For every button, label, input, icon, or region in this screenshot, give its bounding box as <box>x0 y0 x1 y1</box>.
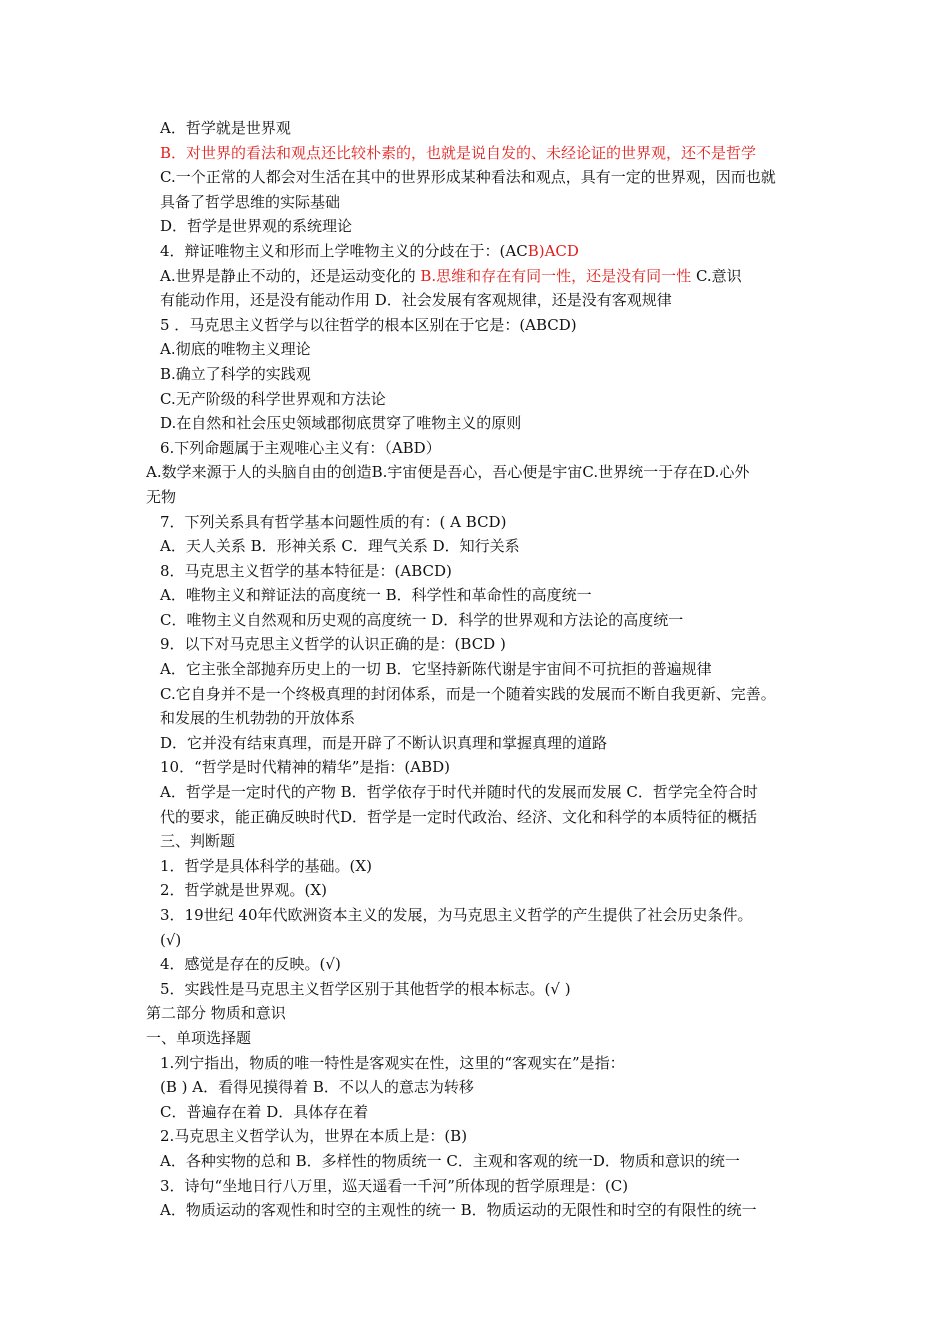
text-line: 2.马克思主义哲学认为，世界在本质上是：(B) <box>160 1127 468 1146</box>
text-line: A．哲学就是世界观 <box>160 119 291 137</box>
text-line: B.确立了科学的实践观 <box>160 364 311 383</box>
text-line: 1.列宁指出，物质的唯一特性是客观实在性，这里的“客观实在”是指： <box>160 1053 625 1072</box>
text-line: C．普遍存在着 D．具体存在着 <box>160 1102 369 1121</box>
text-line: (B ) A．看得见摸得着 B．不以人的意志为转移 <box>160 1078 474 1097</box>
text-line: A．哲学是一定时代的产物 B．哲学依存于时代并随时代的发展而发展 C．哲学完全符合时 <box>160 783 758 802</box>
text-line: 有能动作用，还是没有能动作用 D．社会发展有客观规律，还是没有客观规律 <box>160 291 672 310</box>
text-segment: 4．辩证唯物主义和形而上学唯物主义的分歧在于：(AC <box>160 241 528 260</box>
text-line: D．它并没有结束真理，而是开辟了不断认识真理和掌握真理的道路 <box>160 733 608 752</box>
text-line: A.数学来源于人的头脑自由的创造B.宇宙便是吾心，吾心便是宇宙C.世界统一于存在D.心外 <box>146 463 750 482</box>
text-line: C．唯物主义自然观和历史观的高度统一 D．科学的世界观和方法论的高度统一 <box>160 610 684 629</box>
text-line: 5．实践性是马克思主义哲学区别于其他哲学的根本标志。(√ ) <box>160 979 571 998</box>
text-line: A.彻底的唯物主义理论 <box>160 340 311 359</box>
text-line: 3．诗句“坐地日行八万里，巡天遥看一千河”所体现的哲学原理是：(C) <box>160 1176 629 1195</box>
text-line: C.一个正常的人都会对生活在其中的世界形成某种看法和观点，具有一定的世界观，因而也就 <box>160 168 776 187</box>
section-heading: 一、单项选择题 <box>146 1028 252 1047</box>
text-segment: C.意识 <box>691 266 742 285</box>
text-line: A．天人关系 B．形神关系 C．理气关系 D．知行关系 <box>160 537 520 556</box>
text-line: 10．“哲学是时代精神的精华”是指：(ABD) <box>160 758 451 777</box>
text-line: 4．感觉是存在的反映。(√) <box>160 955 341 974</box>
text-line: C.无产阶级的科学世界观和方法论 <box>160 389 386 408</box>
text-line: 8．马克思主义哲学的基本特征是：(ABCD) <box>160 561 452 580</box>
text-line: A．物质运动的客观性和时空的主观性的统一 B．物质运动的无限性和时空的有限性的统一 <box>160 1201 757 1220</box>
text-line: A．唯物主义和辩证法的高度统一 B．科学性和革命性的高度统一 <box>160 586 592 605</box>
text-line: D.在自然和社会压史领域郡彻底贯穿了唯物主义的原则 <box>160 414 522 433</box>
text-segment-highlighted: B)ACD <box>527 241 579 260</box>
text-line: (√) <box>160 930 182 949</box>
text-line: 5 ．马克思主义哲学与以往哲学的根本区别在于它是：(ABCD) <box>160 315 577 334</box>
text-line <box>146 239 836 264</box>
text-line: 9．以下对马克思主义哲学的认识正确的是：(BCD ) <box>160 635 506 654</box>
text-line: 和发展的生机勃勃的开放体系 <box>160 709 356 728</box>
text-line: 3．19世纪 40年代欧洲资本主义的发展，为马克思主义哲学的产生提供了社会历史条件。 <box>160 906 753 924</box>
document-body <box>146 116 836 1223</box>
text-line: A．它主张全部抛弃历史上的一切 B．它坚持新陈代谢是宇宙间不可抗拒的普遍规律 <box>160 660 712 679</box>
text-segment-highlighted: B.思维和存在有同一性，还是没有同一性 <box>420 266 692 285</box>
text-line: 1．哲学是具体科学的基础。(X) <box>160 856 372 875</box>
section-heading: 第二部分 物质和意识 <box>146 1004 286 1023</box>
text-line: 2．哲学就是世界观。(X) <box>160 881 327 900</box>
text-line: 无物 <box>146 487 177 506</box>
section-heading: 三、判断题 <box>160 832 236 851</box>
text-line: C.它自身并不是一个终极真理的封闭体系，而是一个随着实践的发展而不断自我更新、完善。 <box>160 684 776 703</box>
text-line: 7．下列关系具有哲学基本问题性质的有：( A BCD) <box>160 512 507 531</box>
text-line: 6.下列命题属于主观唯心主义有：（ABD） <box>160 438 441 457</box>
text-segment: A.世界是静止不动的，还是运动变化的 <box>160 266 421 285</box>
text-line-highlighted: B．对世界的看法和观点还比较朴素的，也就是说自发的、未经论证的世界观，还不是哲学 <box>160 143 757 162</box>
text-line <box>146 264 836 289</box>
text-line: 代的要求，能正确反映时代D．哲学是一定时代政治、经济、文化和科学的本质特征的概括 <box>160 807 758 826</box>
text-line: 具备了哲学思维的实际基础 <box>160 192 341 211</box>
text-line: D．哲学是世界观的系统理论 <box>160 217 353 236</box>
text-line: A．各种实物的总和 B．多样性的物质统一 C．主观和客观的统一D．物质和意识的统一 <box>160 1151 740 1170</box>
